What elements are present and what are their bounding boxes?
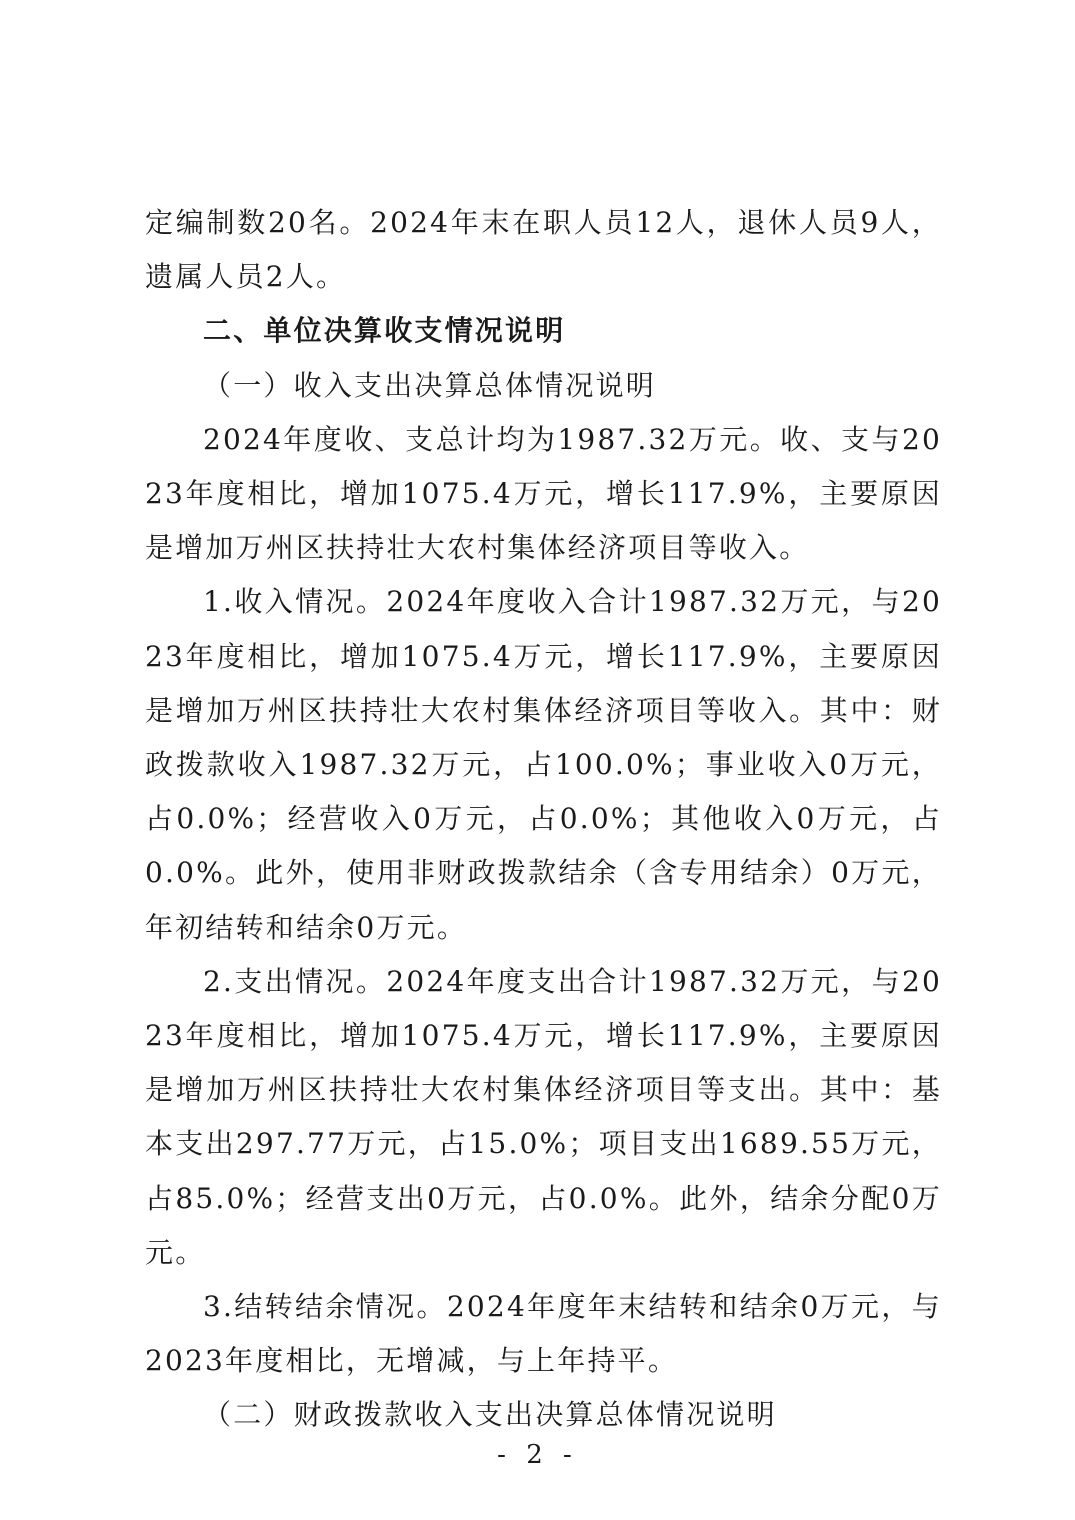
subsection-heading-fiscal-appropriation: （二）财政拨款收入支出决算总体情况说明 [203, 1398, 777, 1432]
page-number: - 2 - [497, 1440, 578, 1470]
paragraph-totals: 2024年度收、支总计均为1987.32万元。收、支与2023年度相比，增加1075.4万元，增长117.9%，主要原因是增加万州区扶持壮大农村集体经济项目等收入。 [145, 422, 942, 565]
paragraph-expenditure: 2.支出情况。2024年度支出合计1987.32万元，与2023年度相比，增加1075.4万元，增长117.9%，主要原因是增加万州区扶持壮大农村集体经济项目等支出。其中：基本支出297.77万元，占15.0%；项目支出1689.55万元，占85.0%；经营支出0万元，占0.0%。此外，结余分配0万元。 [145, 964, 942, 1269]
paragraph-income: 1.收入情况。2024年度收入合计1987.32万元，与2023年度相比，增加1075.4万元，增长117.9%，主要原因是增加万州区扶持壮大农村集体经济项目等收入。其中：财政拨款收入1987.32万元，占100.0%；事业收入0万元，占0.0%；经营收入0万元，占0.0%；其他收入0万元，占0.0%。此外，使用非财政拨款结余（含专用结余）0万元，年初结转和结余0万元。 [145, 585, 942, 944]
subsection-heading-overall: （一）收入支出决算总体情况说明 [203, 368, 657, 402]
paragraph-staffing: 定编制数20名。2024年末在职人员12人，退休人员9人，遗属人员2人。 [145, 206, 942, 294]
section-heading-budget-explanation: 二、单位决算收支情况说明 [203, 314, 566, 348]
paragraph-carryover: 3.结转结余情况。2024年度年末结转和结余0万元，与2023年度相比，无增减，与上年持平。 [145, 1290, 942, 1378]
document-body [145, 196, 942, 1443]
